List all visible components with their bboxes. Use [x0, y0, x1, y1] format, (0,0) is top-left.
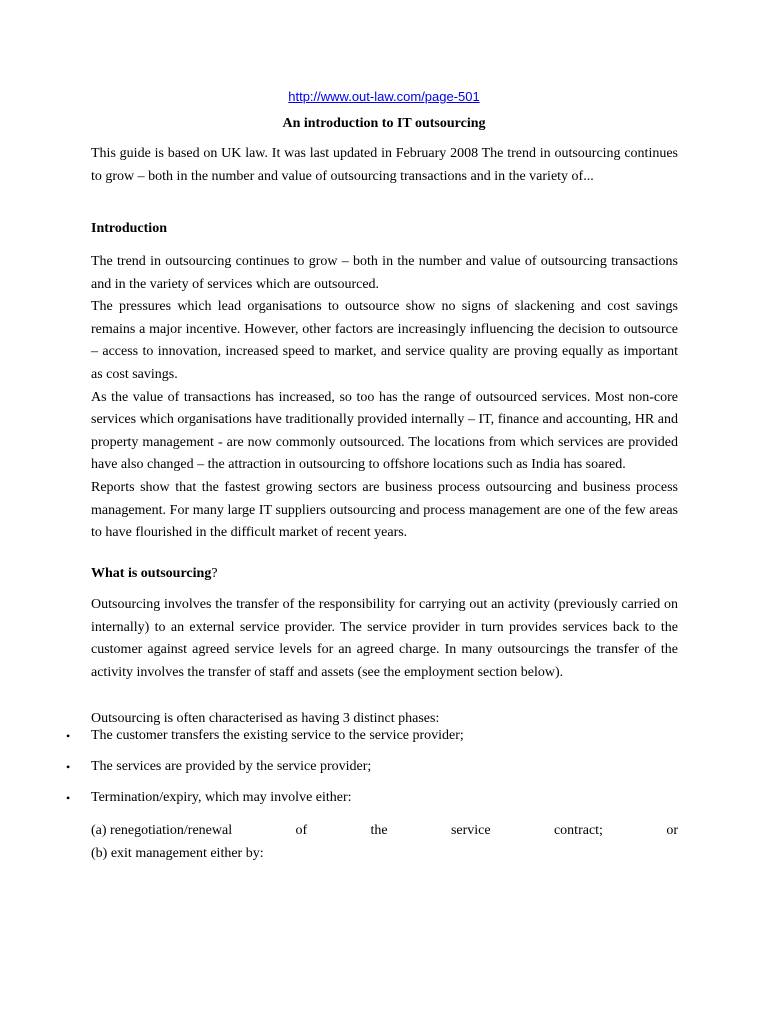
- option-a-word: contract;: [553, 823, 603, 838]
- option-a-word: the: [370, 823, 388, 838]
- option-a-word: (a) renegotiation/renewal: [91, 823, 233, 838]
- intro-paragraph: This guide is based on UK law. It was last updated in February 2008 The trend in outsourcing continues to grow – both in the number and value of outsourcing transactions and in the variety of...: [91, 146, 678, 184]
- introduction-body: [91, 251, 678, 545]
- what-is-outsourcing-heading-text: What is outsourcing: [91, 566, 212, 581]
- termination-option-b: (b) exit management either by:: [91, 845, 264, 861]
- introduction-paragraph-1: The trend in outsourcing continues to grow – both in the number and value of outsourcing transactions and in the variety of services which are outsourced.: [91, 254, 678, 292]
- list-item: [66, 787, 678, 809]
- phase-text: Termination/expiry, which may involve either:: [91, 790, 352, 805]
- list-item: [66, 725, 678, 747]
- phases-intro: Outsourcing is often characterised as having 3 distinct phases:: [91, 711, 440, 726]
- option-a-word: or: [666, 823, 678, 838]
- document-title: An introduction to IT outsourcing: [282, 116, 486, 131]
- phase-text: The services are provided by the service provider;: [91, 759, 372, 774]
- option-a-word: service: [450, 823, 491, 838]
- source-url-link[interactable]: http://www.out-law.com/page-501: [288, 89, 480, 104]
- list-item: [66, 756, 678, 778]
- what-is-outsourcing-heading-suffix: ?: [211, 566, 218, 581]
- termination-options: [91, 820, 678, 865]
- introduction-paragraph-3: As the value of transactions has increased, so too has the range of outsourced services. Most non-core services which organisations have traditionally provided internally – IT, finance and accounting, HR and property management - are now commonly outsourced. The locations from which services are provided have also changed – the attraction in outsourcing to offshore locations such as India has soared.: [91, 389, 678, 473]
- what-is-outsourcing-heading: [91, 563, 678, 586]
- outsourcing-definition-paragraph: Outsourcing involves the transfer of the responsibility for carrying out an activity (previously carried on internally) to an external service provider. The service provider in turn provides services back to the customer against agreed service levels for an agreed charge. In many outsourcings the transfer of the activity involves the transfer of staff and assets (see the employment section below).: [91, 597, 678, 680]
- introduction-paragraph-4: Reports show that the fastest growing sectors are business process outsourcing and business process management. For many large IT suppliers outsourcing and process management are one of the few areas to have flourished in the difficult market of recent years.: [91, 479, 678, 541]
- bullet-icon: •: [66, 791, 71, 805]
- bullet-icon: •: [66, 760, 71, 774]
- bullet-icon: •: [66, 729, 71, 743]
- option-a-word: of: [295, 823, 308, 838]
- termination-option-a: [91, 820, 678, 843]
- introduction-heading: Introduction: [91, 221, 167, 236]
- introduction-paragraph-2: The pressures which lead organisations to outsource show no signs of slackening and cost savings remains a major incentive. However, other factors are increasingly influencing the decision to outsource – access to innovation, increased speed to market, and service quality are proving equally as important as cost savings.: [91, 299, 678, 382]
- phase-text: The customer transfers the existing service to the service provider;: [91, 728, 464, 743]
